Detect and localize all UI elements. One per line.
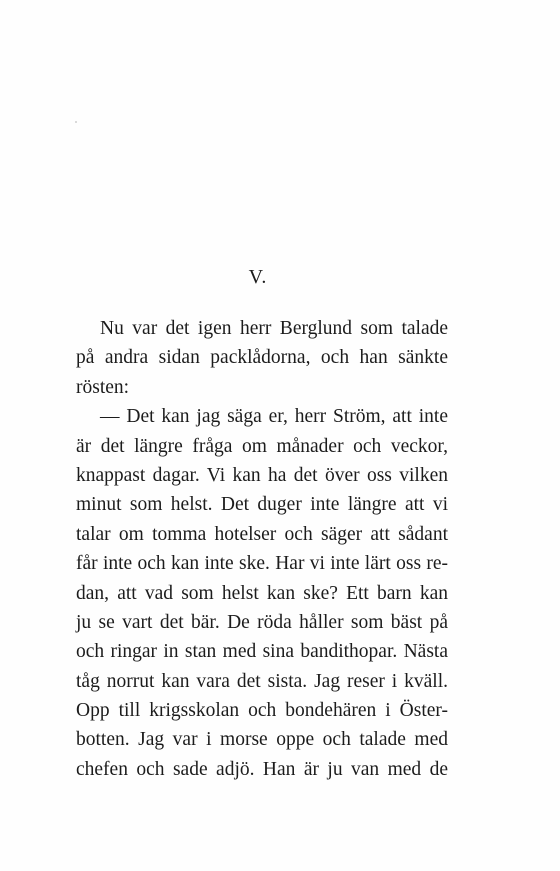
text-line: chefen och sade adjö. Han är ju van med de bbox=[76, 758, 448, 780]
text-line: Opp till krigsskolan och bondehären i Öster- bbox=[76, 700, 448, 722]
text-line: rösten: bbox=[76, 376, 130, 398]
text-line: och ringar in stan med sina bandithopar. Nästa bbox=[76, 641, 448, 663]
text-line: är det längre fråga om månader och veckor, bbox=[76, 435, 448, 457]
text-line: botten. Jag var i morse oppe och talade med bbox=[76, 729, 448, 751]
text-line: på andra sidan packlådorna, och han sänkte bbox=[76, 347, 448, 369]
text-line: minut som helst. Det duger inte längre att vi bbox=[76, 494, 448, 516]
text-line: — Det kan jag säga er, herr Ström, att inte bbox=[100, 406, 448, 428]
body-text bbox=[76, 314, 448, 784]
paper-speck bbox=[75, 121, 77, 123]
text-line: tåg norrut kan vara det sista. Jag reser i kväll. bbox=[76, 670, 448, 692]
text-line: ju se vart det bär. De röda håller som bäst på bbox=[76, 611, 448, 633]
chapter-heading: V. bbox=[248, 266, 268, 288]
text-line: dan, att vad som helst kan ske? Ett barn kan bbox=[76, 582, 448, 604]
text-line: Nu var det igen herr Berglund som talade bbox=[100, 318, 448, 339]
text-line: knappast dagar. Vi kan ha det över oss vilken bbox=[76, 464, 448, 486]
text-line: talar om tomma hotelser och säger att sådant bbox=[76, 523, 448, 545]
text-line: får inte och kan inte ske. Har vi inte lärt oss re- bbox=[76, 553, 448, 575]
